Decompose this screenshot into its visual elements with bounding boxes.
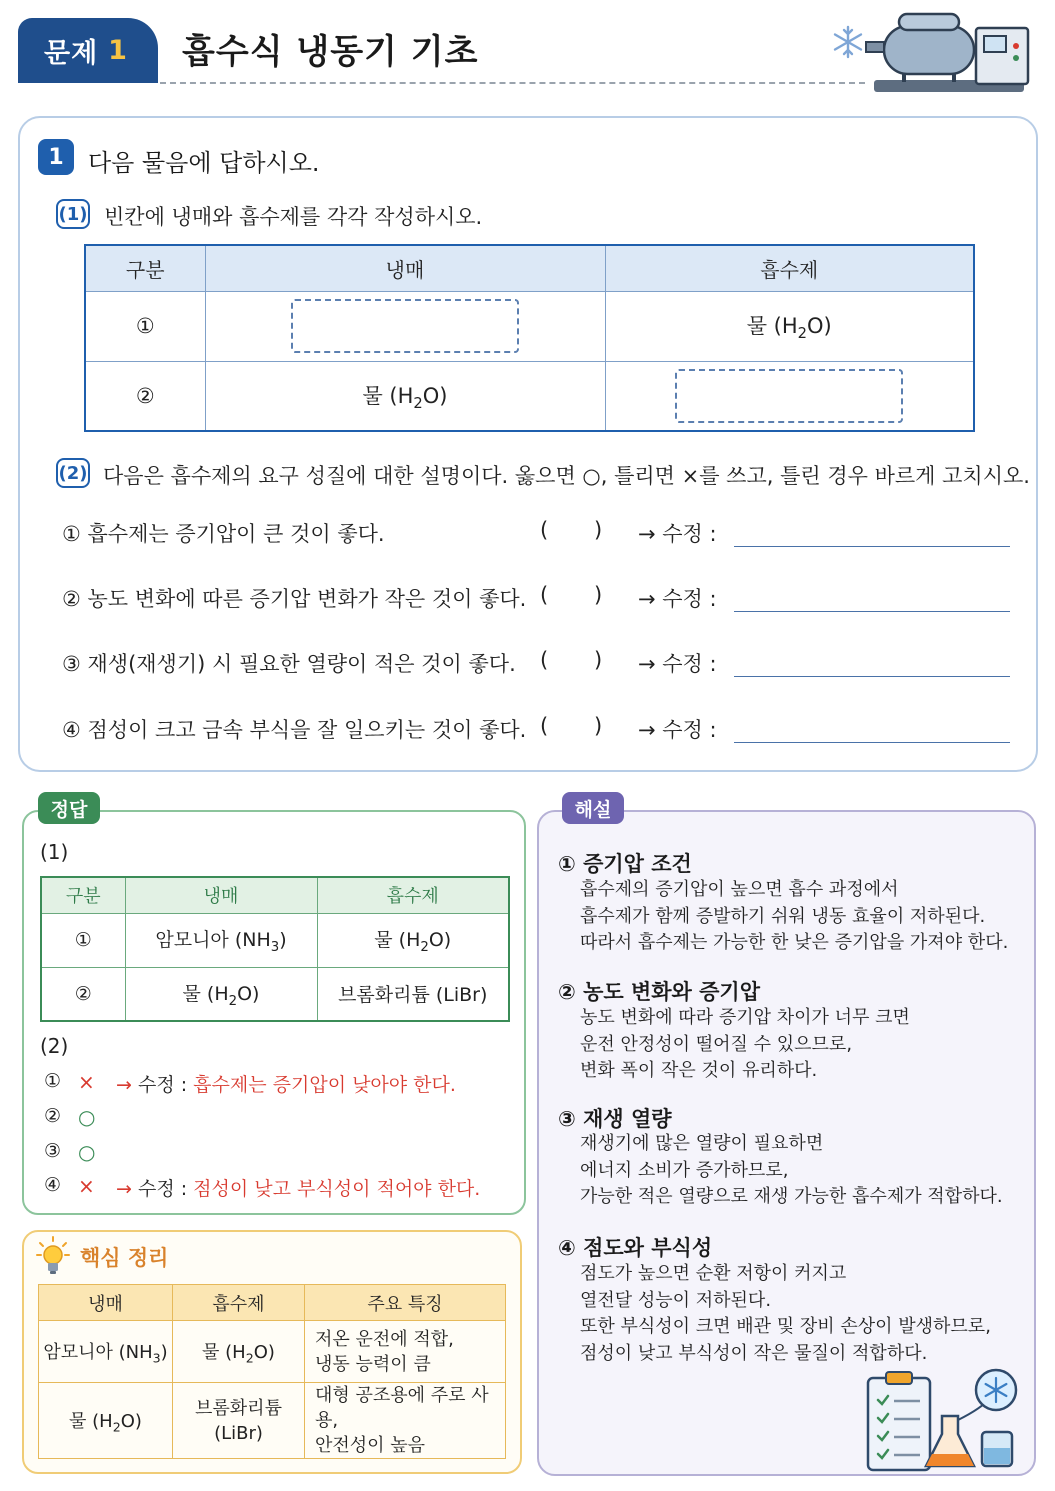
problem-tab-number: 1 bbox=[108, 34, 128, 66]
fix-answer-line[interactable] bbox=[734, 546, 1010, 547]
wrong-mark: × bbox=[78, 1070, 95, 1094]
absorbent-cell bbox=[173, 1383, 305, 1459]
fix-label: → 수정 : bbox=[638, 652, 717, 676]
explanation-tag: 해설 bbox=[562, 792, 624, 824]
absorbent-cell: 물 $(H_2O)$ bbox=[317, 913, 509, 967]
explanation-body bbox=[580, 1131, 1003, 1211]
part1-text: 빈칸에 냉매와 흡수제를 각각 작성하시오. bbox=[104, 205, 483, 229]
summary-title: 핵심 정리 bbox=[80, 1246, 169, 1270]
explanation-body bbox=[580, 1261, 991, 1367]
statement-item: ① 흡수제는 증기압이 큰 것이 좋다. bbox=[62, 522, 385, 546]
explanation-line: 흡수제가 함께 증발하기 쉬워 냉동 효율이 저하된다. bbox=[580, 905, 986, 927]
explanation-body bbox=[580, 877, 1008, 957]
snowflake-icon bbox=[830, 24, 866, 60]
fix-answer-line[interactable] bbox=[734, 611, 1010, 612]
fix-text: 점성이 낮고 부식성이 적어야 한다. bbox=[193, 1178, 481, 1200]
feature-line: 대형 공조용에 주로 사용, bbox=[315, 1385, 489, 1431]
statement-item: ④ 점성이 크고 금속 부식을 잘 일으키는 것이 좋다. bbox=[62, 718, 527, 742]
answer-item-number: ④ bbox=[44, 1174, 62, 1196]
row-label: ① bbox=[41, 913, 125, 967]
refrigerant-cell: 물 $(H_2O)$ bbox=[39, 1383, 173, 1459]
blank-box[interactable] bbox=[675, 369, 903, 423]
explanation-heading: ③ 재생 열량 bbox=[558, 1107, 672, 1131]
table-row bbox=[39, 1383, 506, 1459]
part2-number: (2) bbox=[56, 458, 90, 488]
table-header: 흡수제 bbox=[605, 245, 974, 291]
table-row bbox=[41, 967, 509, 1021]
answer-paren-close: ) bbox=[594, 518, 603, 542]
explanation-line: 따라서 흡수제는 가능한 한 낮은 증기압을 가져야 한다. bbox=[580, 932, 1009, 953]
answer-paren-open[interactable]: ( bbox=[540, 583, 549, 607]
answer-paren-open[interactable]: ( bbox=[540, 648, 549, 672]
table-row bbox=[41, 913, 509, 967]
feature-cell bbox=[305, 1321, 506, 1383]
explanation-line: 점도가 높으면 순환 저항이 커지고 bbox=[580, 1263, 847, 1284]
table-header: 구분 bbox=[41, 877, 125, 913]
row-label: ② bbox=[85, 361, 205, 431]
fix-answer-line[interactable] bbox=[734, 676, 1010, 677]
part1-number: (1) bbox=[56, 199, 90, 229]
row-label: ① bbox=[85, 291, 205, 361]
header-divider bbox=[160, 82, 865, 84]
explanation-line: 운전 안정성이 떨어질 수 있으므로, bbox=[580, 1033, 853, 1055]
explanation-line: 열전달 성능이 저하된다. bbox=[580, 1289, 772, 1311]
explanation-heading: ② 농도 변화와 증기압 bbox=[558, 980, 761, 1004]
page-title: 흡수식 냉동기 기초 bbox=[182, 32, 479, 72]
explanation-line: 점성이 낮고 부식성이 작은 물질이 적합하다. bbox=[580, 1342, 928, 1364]
statement-item: ③ 재생(재생기) 시 필요한 열량이 적은 것이 좋다. bbox=[62, 652, 516, 676]
fix-prefix-arrow: → bbox=[116, 1178, 132, 1200]
refrigerant-cell: 물 $(H_2O)$ bbox=[125, 967, 317, 1021]
answer-item-number: ① bbox=[44, 1070, 62, 1092]
feature-cell bbox=[305, 1383, 506, 1459]
fix-prefix-label: 수정 : bbox=[137, 1178, 188, 1200]
answer-item-number: ③ bbox=[44, 1140, 62, 1162]
question-number: 1 bbox=[38, 139, 74, 175]
refrigerant-cell: 암모니아 $(NH_3)$ bbox=[39, 1321, 173, 1383]
answer-item bbox=[44, 1070, 456, 1096]
fix-prefix-arrow: → bbox=[116, 1074, 132, 1096]
table-row bbox=[85, 361, 974, 431]
absorbent-cell: 물 $(H_2O)$ bbox=[605, 291, 974, 361]
absorbent-line: 브롬화리튬 bbox=[195, 1397, 282, 1419]
fix-label: → 수정 : bbox=[638, 587, 717, 611]
lab-flask-clipboard-icon bbox=[862, 1368, 1022, 1474]
table-header: 주요 특징 bbox=[305, 1285, 506, 1321]
row-label: ② bbox=[41, 967, 125, 1021]
table-row bbox=[39, 1321, 506, 1383]
part2-text: 다음은 흡수제의 요구 성질에 대한 설명이다. 옳으면 ○, 틀리면 ×를 쓰고, 틀린 경우 바르게 고치시오. bbox=[103, 464, 1030, 488]
statement-item: ② 농도 변화에 따른 증기압 변화가 작은 것이 좋다. bbox=[62, 587, 527, 611]
answer-part1-label: (1) bbox=[40, 840, 69, 864]
answer-paren-open[interactable]: ( bbox=[540, 714, 549, 738]
table-header: 구분 bbox=[85, 245, 205, 291]
answer-item bbox=[44, 1140, 96, 1164]
explanation-line: 또한 부식성이 크면 배관 및 장비 손상이 발생하므로, bbox=[580, 1316, 991, 1337]
answer-fix bbox=[116, 1174, 480, 1201]
answer-item bbox=[44, 1174, 481, 1200]
correct-mark: ○ bbox=[78, 1140, 96, 1164]
fix-label: → 수정 : bbox=[638, 522, 717, 546]
absorbent-line: (LiBr) bbox=[214, 1422, 263, 1444]
answer-tag: 정답 bbox=[38, 792, 100, 824]
feature-line: 저온 운전에 적합, bbox=[315, 1328, 454, 1350]
answer-item-number: ② bbox=[44, 1105, 62, 1127]
answer-paren-open[interactable]: ( bbox=[540, 518, 549, 542]
fix-text: 흡수제는 증기압이 낮아야 한다. bbox=[193, 1074, 456, 1096]
explanation-line: 농도 변화에 따라 증기압 차이가 너무 크면 bbox=[580, 1007, 910, 1028]
question-table bbox=[84, 244, 975, 432]
table-header: 흡수제 bbox=[173, 1285, 305, 1321]
explanation-line: 흡수제의 증기압이 높으면 흡수 과정에서 bbox=[580, 879, 899, 900]
answer-table bbox=[40, 876, 510, 1022]
explanation-heading: ① 증기압 조건 bbox=[558, 852, 692, 876]
chiller-machine-icon bbox=[864, 8, 1034, 98]
problem-tab bbox=[18, 18, 158, 82]
explanation-heading: ④ 점도와 부식성 bbox=[558, 1236, 713, 1260]
wrong-mark: × bbox=[78, 1174, 95, 1198]
answer-item bbox=[44, 1105, 96, 1129]
answer-part2-label: (2) bbox=[40, 1034, 69, 1058]
blank-box[interactable] bbox=[291, 299, 519, 353]
table-header: 냉매 bbox=[39, 1285, 173, 1321]
feature-line: 안전성이 높음 bbox=[315, 1435, 426, 1456]
absorbent-cell: 브롬화리튬 (LiBr) bbox=[317, 967, 509, 1021]
lightbulb-icon bbox=[36, 1236, 70, 1278]
fix-label: → 수정 : bbox=[638, 718, 717, 742]
explanation-line: 가능한 적은 열량으로 재생 가능한 흡수제가 적합하다. bbox=[580, 1186, 1003, 1207]
blank-answer-cell[interactable] bbox=[205, 291, 605, 361]
header-underline bbox=[18, 80, 158, 83]
fix-prefix-label: 수정 : bbox=[137, 1074, 188, 1096]
blank-answer-cell[interactable] bbox=[605, 361, 974, 431]
table-row bbox=[85, 291, 974, 361]
explanation-line: 변화 폭이 작은 것이 유리하다. bbox=[580, 1060, 818, 1081]
absorbent-cell: 물 $(H_2O)$ bbox=[173, 1321, 305, 1383]
question-text: 다음 물음에 답하시오. bbox=[88, 149, 320, 177]
answer-paren-close: ) bbox=[594, 648, 603, 672]
answer-paren-close: ) bbox=[594, 714, 603, 738]
explanation-line: 재생기에 많은 열량이 필요하면 bbox=[580, 1133, 824, 1154]
problem-tab-label: 문제 bbox=[44, 37, 99, 69]
table-header: 냉매 bbox=[205, 245, 605, 291]
refrigerant-cell: 물 $(H_2O)$ bbox=[205, 361, 605, 431]
explanation-body bbox=[580, 1005, 910, 1085]
answer-fix bbox=[116, 1070, 456, 1097]
table-header: 흡수제 bbox=[317, 877, 509, 913]
summary-table bbox=[38, 1284, 506, 1459]
correct-mark: ○ bbox=[78, 1105, 96, 1129]
answer-paren-close: ) bbox=[594, 583, 603, 607]
fix-answer-line[interactable] bbox=[734, 742, 1010, 743]
explanation-line: 에너지 소비가 증가하므로, bbox=[580, 1159, 789, 1181]
table-header: 냉매 bbox=[125, 877, 317, 913]
refrigerant-cell: 암모니아 $(NH_3)$ bbox=[125, 913, 317, 967]
feature-line: 냉동 능력이 큼 bbox=[315, 1353, 431, 1375]
